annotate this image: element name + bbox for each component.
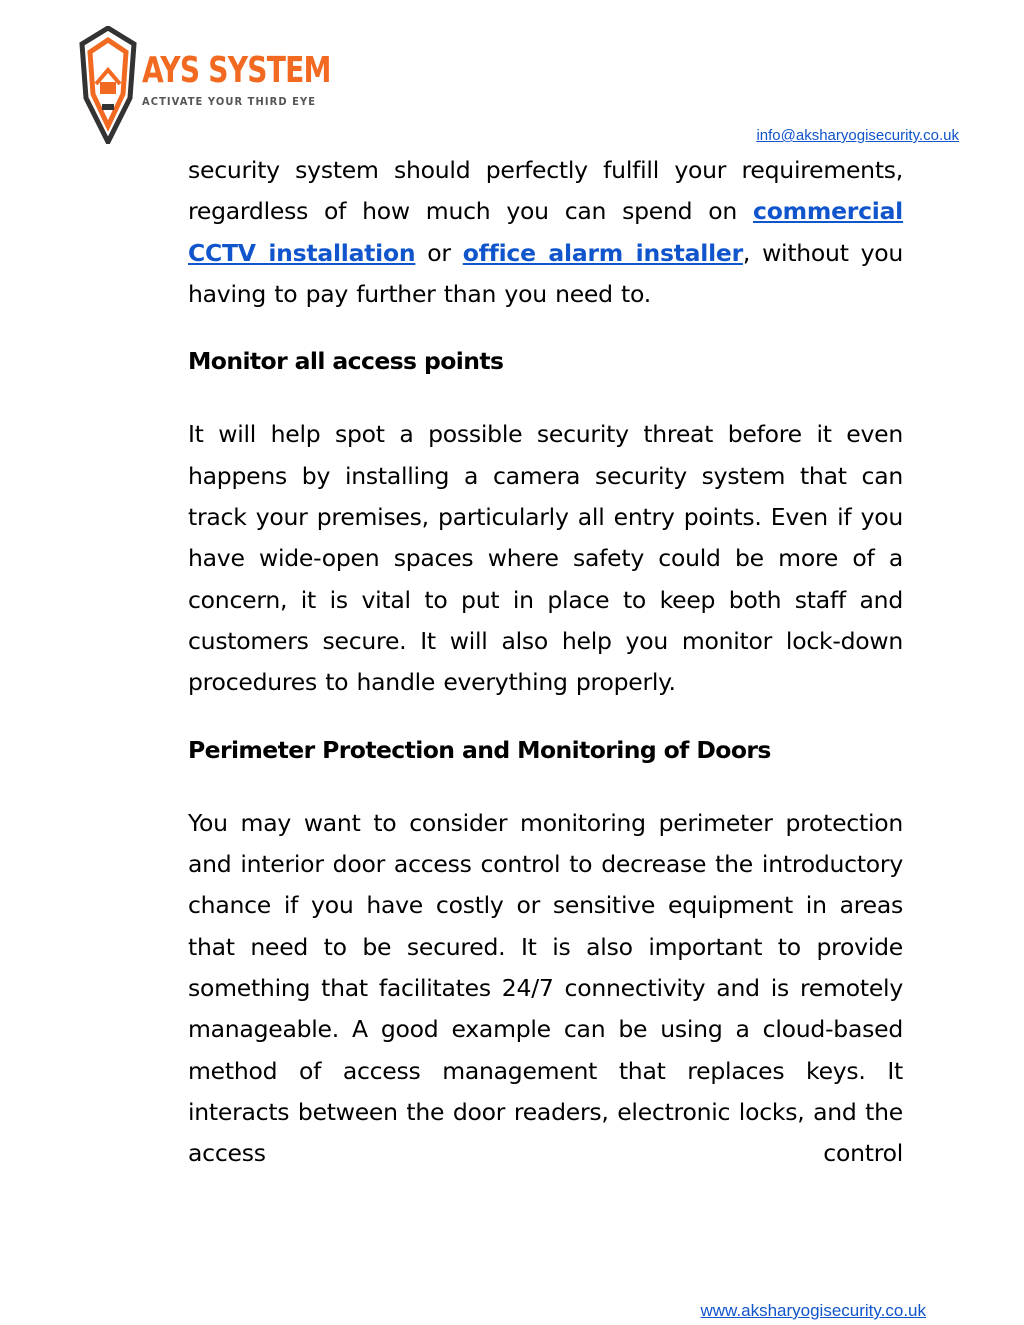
- footer-website-link[interactable]: www.aksharyogisecurity.co.uk: [700, 1301, 926, 1320]
- paragraph-text: , without you having to pay further than you need to.: [188, 238, 904, 308]
- shield-logo-icon: [78, 26, 138, 144]
- paragraph-perimeter: You may want to consider monitoring perimeter protection and interior door access control to decrease the introductory chance if you have costly or sensitive equipment in areas that need to be secured. It is also important to provide something that facilitates 24/7 connectivity and is remotely manageable. A good example can be using a cloud-based method of access management that replaces keys. It interacts between the door readers, electronic locks, and the access control: [188, 808, 903, 1168]
- logo-tagline: ACTIVATE YOUR THIRD EYE: [142, 95, 317, 108]
- document-body: [188, 150, 903, 1175]
- company-logo: [78, 26, 331, 144]
- paragraph-text: security system should perfectly fulfill your requirements, regardless of how much you can spend on: [188, 156, 903, 226]
- paragraph-access-points: It will help spot a possible security threat before it even happens by installing a camera security system that can track your premises, particularly all entry points. Even if you have wide-open spaces where safety could be more of a concern, it is vital to put in place to keep both staff and customers secure. It will also help you monitor lock-down procedures to handle everything properly.: [188, 420, 903, 697]
- paragraph-text: or: [415, 238, 463, 267]
- paragraph-intro: [188, 150, 903, 315]
- logo-wordmark: AYS SYSTEM: [142, 50, 331, 91]
- commercial-cctv-link[interactable]: commercial CCTV installation: [188, 197, 903, 267]
- section-heading-access-points: Monitor all access points: [188, 347, 504, 376]
- header-email-link[interactable]: info@aksharyogisecurity.co.uk: [756, 127, 959, 144]
- office-alarm-link[interactable]: office alarm installer: [462, 238, 743, 267]
- section-heading-perimeter: Perimeter Protection and Monitoring of Doors: [188, 735, 771, 764]
